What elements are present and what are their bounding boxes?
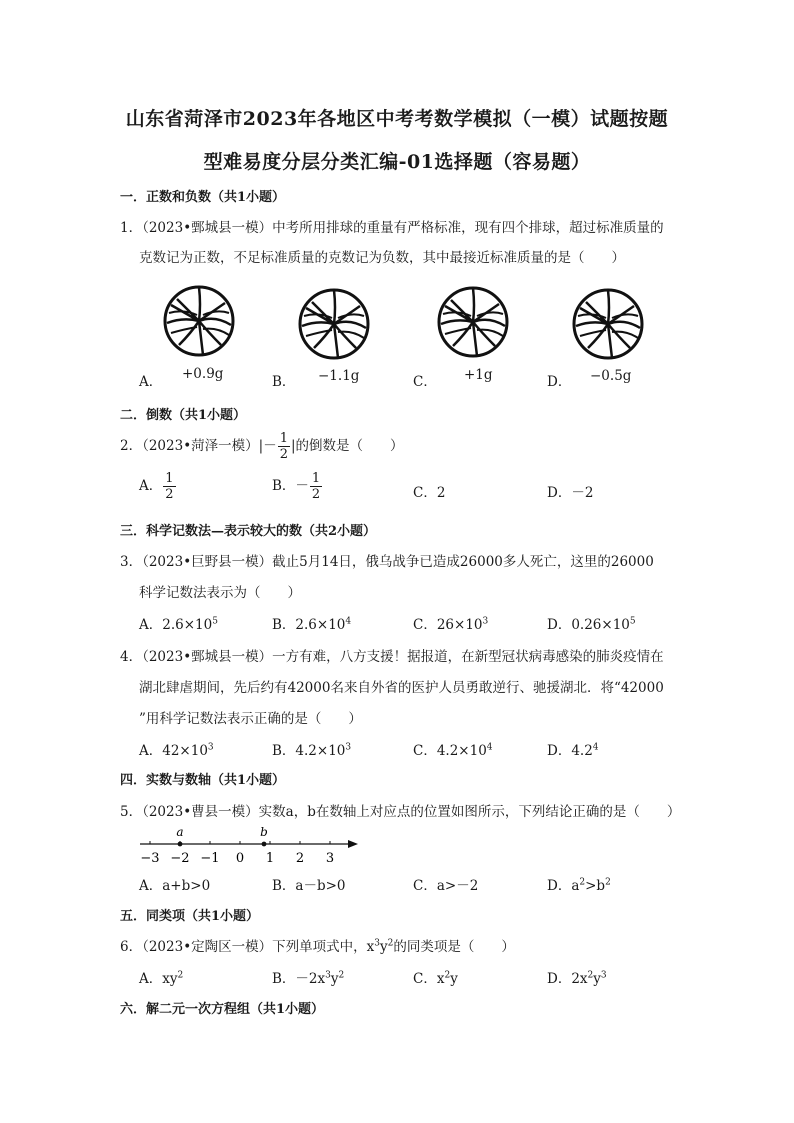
option-a-text: A．42×10 <box>139 743 208 759</box>
option-a-label: A． <box>139 374 163 390</box>
option-b <box>272 739 351 759</box>
option-a <box>139 967 183 987</box>
question-3-line-2: 科学记数法表示为（ ） <box>139 585 301 601</box>
number-line-tick-label: −3 <box>140 851 160 866</box>
option-a: A．a+b>0 <box>139 878 211 894</box>
point-b-label: b <box>260 825 268 839</box>
exponent: 3 <box>374 938 381 949</box>
option-d-text: D．0.26×10 <box>547 617 630 633</box>
question-2-line <box>120 432 404 461</box>
fraction-numerator: 1 <box>311 471 321 486</box>
exponent: 4 <box>345 616 352 627</box>
question-3-line-1: 3．（2023•巨野县一模）截止5月14日，俄乌战争已造成26000多人死亡，这里的26000 <box>120 554 654 570</box>
exponent: 3 <box>600 970 607 981</box>
point-b-marker <box>262 842 267 847</box>
number-line-tick-label: 1 <box>265 851 275 866</box>
option-d <box>547 613 636 633</box>
number-line <box>136 822 366 868</box>
exponent: 2 <box>177 970 184 981</box>
option-b-text: B．2.6×10 <box>272 617 346 633</box>
option-d-mid: y <box>593 971 601 987</box>
option-a <box>139 472 177 501</box>
exponent: 3 <box>345 742 352 753</box>
exponent: 2 <box>444 970 451 981</box>
section-heading: 四．实数与数轴（共1小题） <box>120 773 286 788</box>
option-b-text: B．4.2×10 <box>272 743 346 759</box>
option-a-text: A．2.6×10 <box>139 617 213 633</box>
question-5-line: 5．（2023•曹县一模）实数a，b在数轴上对应点的位置如图所示，下列结论正确的是（ ） <box>120 804 681 820</box>
option-b-weight: −1.1g <box>318 368 360 384</box>
question-6-prefix: 6．（2023•定陶区一模）下列单项式中，x <box>120 939 375 955</box>
fraction-denominator: 2 <box>279 447 288 462</box>
option-a <box>139 613 218 633</box>
exponent: 2 <box>605 877 611 888</box>
option-b <box>272 967 344 987</box>
volleyball-icon <box>298 288 370 360</box>
option-c-text: C．x <box>413 971 445 987</box>
fraction-numerator: 1 <box>165 471 174 486</box>
option-b-label: B．－ <box>272 478 309 494</box>
point-a-label: a <box>176 825 184 839</box>
option-b <box>272 613 351 633</box>
number-line-tick-label: 0 <box>235 851 245 866</box>
question-4-line-3: ”用科学记数法表示正确的是（ ） <box>139 711 362 727</box>
exponent: 3 <box>325 970 331 981</box>
question-4-line-1: 4．（2023•鄄城县一模）一方有难，八方支援！据报道，在新型冠状病毒感染的肺炎疫情在 <box>120 649 664 665</box>
option-c-text: C．26×10 <box>413 617 483 633</box>
option-d-mid: >b <box>585 878 606 894</box>
option-d-text: D．4.2 <box>547 743 593 759</box>
section-heading: 一．正数和负数（共1小题） <box>120 190 286 205</box>
section-heading: 六．解二元一次方程组（共1小题） <box>120 1002 325 1017</box>
volleyball-icon <box>437 286 509 358</box>
option-d-weight: −0.5g <box>590 368 632 384</box>
question-6-mid: y <box>380 939 388 955</box>
section-heading: 二．倒数（共1小题） <box>120 408 247 423</box>
exponent: 5 <box>212 616 218 627</box>
option-a-weight: +0.9g <box>182 366 224 382</box>
question-2-prefix: 2．（2023•菏泽一模）|－ <box>120 438 277 454</box>
number-line-arrow <box>348 840 358 848</box>
number-line-tick-label: 3 <box>325 851 335 866</box>
option-b-text: B．－2x <box>272 971 326 987</box>
option-c-weight: +1g <box>464 367 493 383</box>
option-b <box>272 472 323 501</box>
option-c <box>413 739 493 759</box>
option-b-mid: y <box>330 971 339 987</box>
option-b: B．a－b>0 <box>272 878 346 894</box>
option-d: D．－2 <box>547 485 594 501</box>
option-a-label: A． <box>139 478 163 494</box>
fraction-denominator: 2 <box>165 487 174 502</box>
section-heading: 五．同类项（共1小题） <box>120 909 260 924</box>
question-6-suffix: 的同类项是（ ） <box>393 939 515 955</box>
option-d-text: D．2x <box>547 971 588 987</box>
question-2-suffix: |的倒数是（ ） <box>291 438 404 454</box>
page-title-line-1: 山东省菏泽市2023年各地区中考考数学模拟（一模）试题按题 <box>125 108 669 130</box>
number-line-tick-label: −1 <box>200 851 220 866</box>
option-c: C．2 <box>413 485 446 501</box>
point-a-marker <box>178 842 183 847</box>
option-c <box>413 613 488 633</box>
option-d <box>547 739 599 759</box>
question-6-line <box>120 935 515 955</box>
option-c-label: C． <box>413 374 437 390</box>
fraction <box>310 472 322 501</box>
exponent: 2 <box>587 970 594 981</box>
exponent: 4 <box>592 742 599 753</box>
exponent: 2 <box>579 877 586 888</box>
option-a <box>139 739 214 759</box>
fraction-denominator: 2 <box>311 487 321 502</box>
exponent: 2 <box>387 938 394 949</box>
option-a-text: A．xy <box>139 971 178 987</box>
option-c-text: C．4.2×10 <box>413 743 487 759</box>
option-c <box>413 967 458 987</box>
fraction <box>163 472 175 501</box>
volleyball-icon <box>163 285 235 357</box>
volleyball-icon <box>572 288 644 360</box>
exponent: 5 <box>629 616 636 627</box>
option-d <box>547 874 611 894</box>
question-1-line-1: 1．（2023•鄄城县一模）中考所用排球的重量有严格标准，现有四个排球，超过标准质量的 <box>120 220 664 236</box>
section-heading: 三．科学记数法—表示较大的数（共2小题） <box>120 524 377 539</box>
option-c: C．a>－2 <box>413 878 479 894</box>
fraction <box>278 432 290 461</box>
option-d-text: D．a <box>547 878 580 894</box>
option-c-end: y <box>450 971 458 987</box>
option-b-label: B． <box>272 374 296 390</box>
question-4-line-2: 湖北肆虐期间，先后约有42000名来自外省的医护人员勇敢逆行、驰援湖北．将“42000 <box>139 680 664 696</box>
option-d-label: D． <box>547 374 572 390</box>
exponent: 3 <box>482 616 489 627</box>
number-line-tick-label: −2 <box>170 851 190 866</box>
exponent: 4 <box>486 742 493 753</box>
number-line-tick-label: 2 <box>295 851 305 866</box>
fraction-numerator: 1 <box>279 431 288 446</box>
option-d <box>547 967 607 987</box>
exponent: 2 <box>338 970 345 981</box>
page-title-line-2: 型难易度分层分类汇编-01选择题（容易题） <box>203 151 591 173</box>
question-1-line-2: 克数记为正数，不足标准质量的克数记为负数，其中最接近标准质量的是（ ） <box>139 250 625 266</box>
exponent: 3 <box>207 742 214 753</box>
